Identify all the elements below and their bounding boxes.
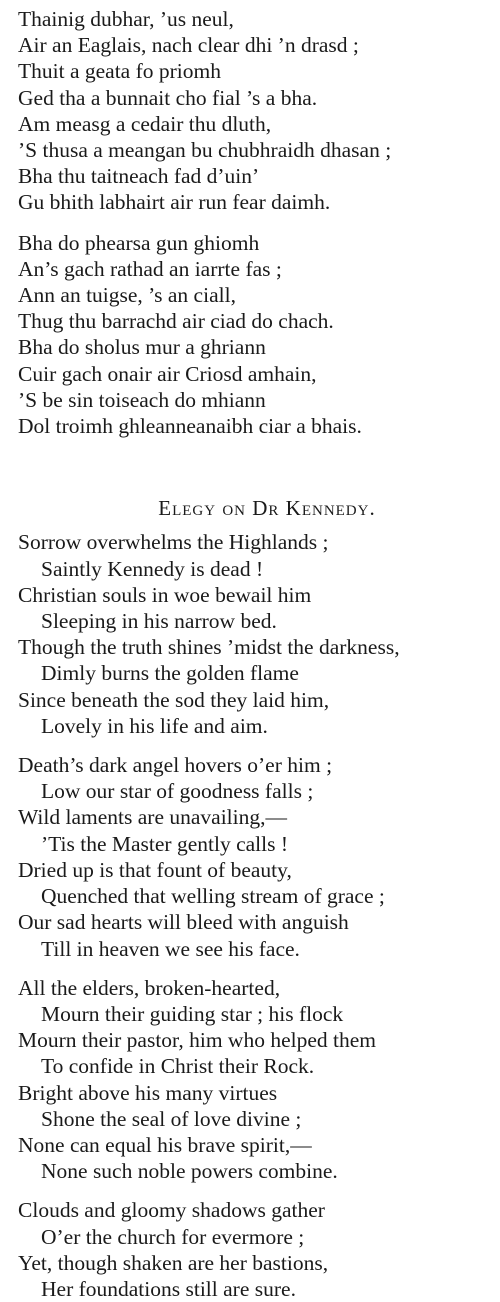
poem-line: Bright above his many virtues (18, 1080, 278, 1105)
poem-line: Dried up is that fount of beauty, (18, 857, 292, 882)
poem-line: O’er the church for evermore ; (41, 1224, 305, 1249)
poem-line: None such noble powers combine. (41, 1159, 338, 1184)
poem-line: Since beneath the sod they laid him, (18, 687, 330, 712)
poem-line: All the elders, broken-hearted, (18, 975, 281, 1000)
poem-line: Thuit a geata fo priomh (18, 59, 221, 84)
poem-line: Sorrow overwhelms the Highlands ; (18, 530, 329, 555)
poem-line: Mourn their pastor, him who helped them (18, 1028, 377, 1053)
poem-line: None can equal his brave spirit,— (18, 1132, 312, 1157)
poem-line: Gu bhith labhairt air run fear daimh. (18, 190, 331, 215)
poem-line: To confide in Christ their Rock. (41, 1054, 315, 1079)
poem-line: Bha do sholus mur a ghriann (18, 335, 266, 360)
poem-line: ’Tis the Master gently calls ! (41, 831, 289, 856)
poem-line: Bha do phearsa gun ghiomh (18, 230, 260, 255)
poem-line: Bha thu taitneach fad d’uin’ (18, 164, 260, 189)
poem-line: Thainig dubhar, ’us neul, (18, 7, 234, 31)
poem-line: Dol troimh ghleanneanaibh ciar a bhais. (18, 414, 362, 439)
poem-line: Ann an tuigse, ’s an ciall, (18, 283, 236, 308)
poem-line: Thug thu barrachd air ciad do chach. (18, 309, 334, 334)
elegy-stanza-2 (18, 739, 494, 962)
page-text (18, 0, 494, 1302)
gaelic-stanza-2 (18, 216, 494, 440)
poem-line: Our sad hearts will bleed with anguish (18, 910, 349, 935)
poem-line: Saintly Kennedy is dead ! (41, 556, 264, 581)
poem-line: Yet, though shaken are her bastions, (18, 1250, 329, 1275)
poem-line: Lovely in his life and aim. (41, 713, 268, 738)
poem-line: Though the truth shines ’midst the darkness, (18, 635, 400, 660)
poem-line: ’S thusa a meangan bu chubhraidh dhasan ; (18, 138, 392, 163)
elegy-stanza-1 (18, 529, 494, 739)
poem-line: Dimly burns the golden flame (41, 661, 299, 686)
poem-line: Air an Eaglais, nach clear dhi ’n drasd ; (18, 33, 359, 58)
poem-line: Quenched that welling stream of grace ; (41, 884, 385, 909)
poem-line: Death’s dark angel hovers o’er him ; (18, 753, 333, 778)
poem-line: Shone the seal of love divine ; (41, 1106, 302, 1131)
poem-line: An’s gach rathad an iarrte fas ; (18, 256, 282, 281)
poem-line: Christian souls in woe bewail him (18, 582, 312, 607)
elegy-title: Elegy on Dr Kennedy. (158, 496, 376, 521)
poem-line: Low our star of goodness falls ; (41, 779, 314, 804)
poem-line: Till in heaven we see his face. (41, 936, 300, 961)
poem-line: ’S be sin toiseach do mhiann (18, 387, 266, 412)
poem-line: Ged tha a bunnait cho fial ’s a bha. (18, 85, 318, 110)
poem-line: Sleeping in his narrow bed. (41, 609, 277, 634)
poem-line: Clouds and gloomy shadows gather (18, 1198, 325, 1223)
poem-line: Cuir gach onair air Criosd amhain, (18, 361, 317, 386)
elegy-stanza-4 (18, 1184, 494, 1302)
poem-line: Wild laments are unavailing,— (18, 805, 288, 830)
poem-line: Her foundations still are sure. (41, 1276, 296, 1301)
elegy-stanza-3 (18, 962, 494, 1185)
gaelic-stanza-1 (18, 0, 494, 216)
poem-line: Am measg a cedair thu dluth, (18, 111, 272, 136)
poem-line: Mourn their guiding star ; his flock (41, 1001, 344, 1026)
